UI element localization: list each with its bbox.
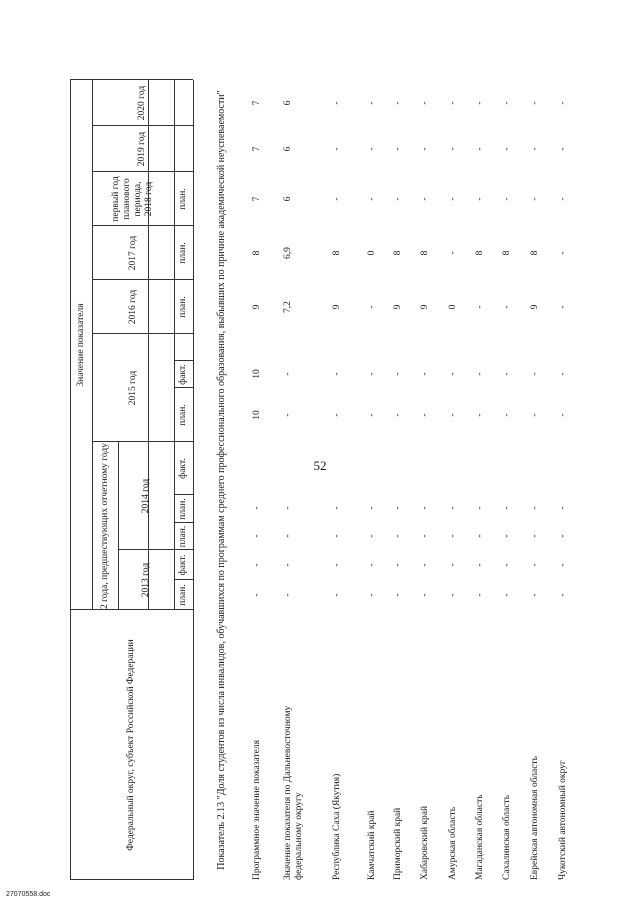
- indicator-caption: Показатель 2.13 "Доля студентов из числа инвалидов, обучавшихся по программам среднего профессионального образования, выбывших по причине академической неуспеваемости": [216, 90, 227, 870]
- table-cell: -: [332, 534, 342, 538]
- table-cell: -: [393, 593, 403, 597]
- table-cell: -: [367, 563, 377, 567]
- table-cell: -: [252, 506, 262, 510]
- table-cell: -: [530, 593, 540, 597]
- table-cell: -: [558, 506, 568, 510]
- table-cell: 8: [475, 250, 485, 256]
- table-cell: -: [530, 563, 540, 567]
- table-cell: 0: [367, 250, 377, 256]
- plan-label: план.: [178, 296, 188, 318]
- table-cell: -: [448, 372, 458, 376]
- table-cell: 9: [530, 304, 540, 310]
- table-cell: -: [448, 534, 458, 538]
- row-label: Амурская область: [448, 806, 458, 880]
- table-cell: -: [448, 251, 458, 255]
- table-cell: -: [393, 506, 403, 510]
- table-cell: -: [332, 372, 342, 376]
- row-label: Магаданская область: [475, 794, 485, 880]
- table-cell: -: [558, 563, 568, 567]
- table-cell: -: [448, 593, 458, 597]
- table-cell: -: [530, 534, 540, 538]
- plan-label: план.: [178, 242, 188, 264]
- table-cell: -: [367, 372, 377, 376]
- plan-label: план.: [178, 498, 188, 520]
- table-cell: -: [502, 305, 512, 309]
- table-cell: 6: [283, 100, 293, 106]
- table-cell: 7: [252, 146, 262, 152]
- table-cell: -: [283, 506, 293, 510]
- table-cell: 8: [420, 250, 430, 256]
- prev-years-header: 2 года, предшествующих отчетному году: [99, 443, 110, 609]
- fact-label: факт.: [178, 364, 188, 385]
- table-cell: -: [252, 593, 262, 597]
- plan-label: план.: [178, 525, 188, 548]
- table-cell: -: [393, 413, 403, 417]
- table-cell: -: [475, 101, 485, 105]
- table-cell: -: [502, 101, 512, 105]
- rotated-table-region: [70, 80, 568, 880]
- fact-label: факт.: [178, 554, 188, 576]
- table-cell: 9: [420, 304, 430, 310]
- table-cell: -: [393, 147, 403, 151]
- table-cell: -: [332, 197, 342, 201]
- table-cell: -: [420, 147, 430, 151]
- row-label: Программное значение показателя: [252, 740, 262, 880]
- table-cell: -: [475, 534, 485, 538]
- table-cell: 10: [252, 410, 262, 420]
- table-cell: -: [475, 506, 485, 510]
- table-cell: -: [367, 506, 377, 510]
- table-cell: -: [502, 413, 512, 417]
- table-cell: -: [475, 197, 485, 201]
- table-cell: -: [393, 101, 403, 105]
- table-cell: -: [475, 147, 485, 151]
- table-cell: -: [558, 413, 568, 417]
- table-cell: -: [448, 506, 458, 510]
- table-cell: -: [558, 372, 568, 376]
- table-cell: -: [252, 563, 262, 567]
- table-cell: 0: [448, 304, 458, 310]
- table-cell: -: [420, 101, 430, 105]
- table-cell: -: [558, 101, 568, 105]
- year-2018-header: первый год планового периода, 2018 год: [111, 176, 154, 222]
- table-cell: -: [420, 534, 430, 538]
- table-cell: 6: [283, 146, 293, 152]
- table-cell: -: [420, 372, 430, 376]
- table-cell: -: [558, 305, 568, 309]
- table-cell: -: [393, 534, 403, 538]
- table-cell: -: [502, 506, 512, 510]
- row-label: Хабаровский край: [420, 805, 430, 880]
- table-cell: -: [530, 147, 540, 151]
- table-cell: -: [367, 534, 377, 538]
- plan-label: план.: [178, 188, 188, 210]
- table-cell: -: [252, 534, 262, 538]
- table-cell: -: [448, 101, 458, 105]
- table-cell: -: [502, 593, 512, 597]
- table-cell: -: [530, 413, 540, 417]
- year-2019-header: 2019 год: [137, 131, 147, 167]
- table-cell: -: [283, 534, 293, 538]
- table-cell: -: [530, 101, 540, 105]
- year-2013-header: 2013 год: [140, 562, 151, 598]
- table-cell: -: [283, 593, 293, 597]
- table-cell: 6: [283, 196, 293, 202]
- table-cell: -: [448, 197, 458, 201]
- table-cell: -: [420, 563, 430, 567]
- table-cell: -: [502, 197, 512, 201]
- header-bottom-border: [193, 80, 194, 880]
- year-2016-header: 2016 год: [127, 289, 138, 325]
- year-2014-header: 2014 год: [140, 478, 151, 514]
- subject-header: Федеральный округ, субъект Российской Федерации: [126, 639, 136, 851]
- table-cell: 7: [252, 196, 262, 202]
- table-cell: -: [367, 147, 377, 151]
- table-cell: -: [393, 563, 403, 567]
- table-cell: 9: [332, 304, 342, 310]
- table-cell: -: [367, 197, 377, 201]
- row-label: Значение показателя по Дальневосточному федеральному округу: [283, 705, 304, 880]
- table-cell: -: [475, 372, 485, 376]
- table-cell: -: [558, 147, 568, 151]
- table-cell: -: [475, 413, 485, 417]
- table-cell: -: [367, 101, 377, 105]
- table-cell: -: [448, 563, 458, 567]
- table-cell: -: [448, 413, 458, 417]
- table-cell: -: [283, 413, 293, 417]
- table-cell: 9: [252, 304, 262, 310]
- row-label: Еврейская автономная область: [530, 756, 540, 880]
- table-cell: 9: [393, 304, 403, 310]
- row-label: Приморский край: [393, 807, 403, 880]
- table-cell: -: [393, 197, 403, 201]
- table-cell: -: [448, 147, 458, 151]
- value-group-header: Значение показателя: [75, 303, 86, 387]
- table-cell: -: [558, 197, 568, 201]
- table-cell: 8: [332, 250, 342, 256]
- table-cell: -: [502, 563, 512, 567]
- table-cell: -: [367, 305, 377, 309]
- table-cell: -: [502, 372, 512, 376]
- table-cell: -: [558, 593, 568, 597]
- row-label: Чукотский автономный округ: [558, 760, 568, 880]
- page-number: 52: [313, 458, 327, 473]
- table-cell: 7,2: [283, 301, 293, 313]
- table-cell: -: [420, 197, 430, 201]
- table-cell: -: [530, 197, 540, 201]
- table-cell: -: [475, 593, 485, 597]
- table-cell: -: [393, 372, 403, 376]
- plan-label: план.: [178, 404, 188, 426]
- table-cell: -: [530, 506, 540, 510]
- table-cell: 8: [393, 250, 403, 256]
- table-cell: 7: [252, 100, 262, 106]
- table-cell: -: [283, 563, 293, 567]
- table-cell: -: [530, 372, 540, 376]
- table-cell: 6,9: [283, 247, 293, 259]
- table-cell: -: [502, 147, 512, 151]
- table-cell: -: [475, 563, 485, 567]
- plan-label: план.: [178, 584, 188, 606]
- table-cell: -: [558, 534, 568, 538]
- table-cell: -: [475, 305, 485, 309]
- table-cell: -: [367, 593, 377, 597]
- fact-label: факт.: [178, 458, 188, 479]
- table-cell: 8: [502, 250, 512, 256]
- table-cell: -: [367, 413, 377, 417]
- table-cell: -: [502, 534, 512, 538]
- table-cell: -: [332, 101, 342, 105]
- table-cell: -: [420, 413, 430, 417]
- year-2017-header: 2017 год: [127, 235, 138, 271]
- table-cell: -: [332, 563, 342, 567]
- table-cell: -: [332, 593, 342, 597]
- table-cell: -: [332, 413, 342, 417]
- table-cell: -: [420, 593, 430, 597]
- table-cell: 8: [252, 250, 262, 256]
- year-2020-header: 2020 год: [137, 85, 147, 121]
- table-cell: -: [283, 372, 293, 376]
- row-label: Республика Саха (Якутия): [332, 773, 342, 880]
- document-footer: 27070558.doc: [6, 891, 51, 898]
- table-cell: -: [420, 506, 430, 510]
- table-cell: -: [558, 251, 568, 255]
- row-label: Камчатский край: [367, 810, 377, 880]
- row-label: Сахалинская область: [502, 794, 512, 880]
- year-2015-header: 2015 год: [127, 370, 138, 406]
- table-cell: -: [332, 506, 342, 510]
- table-cell: 8: [530, 250, 540, 256]
- table-cell: 10: [252, 369, 262, 379]
- table-cell: -: [332, 147, 342, 151]
